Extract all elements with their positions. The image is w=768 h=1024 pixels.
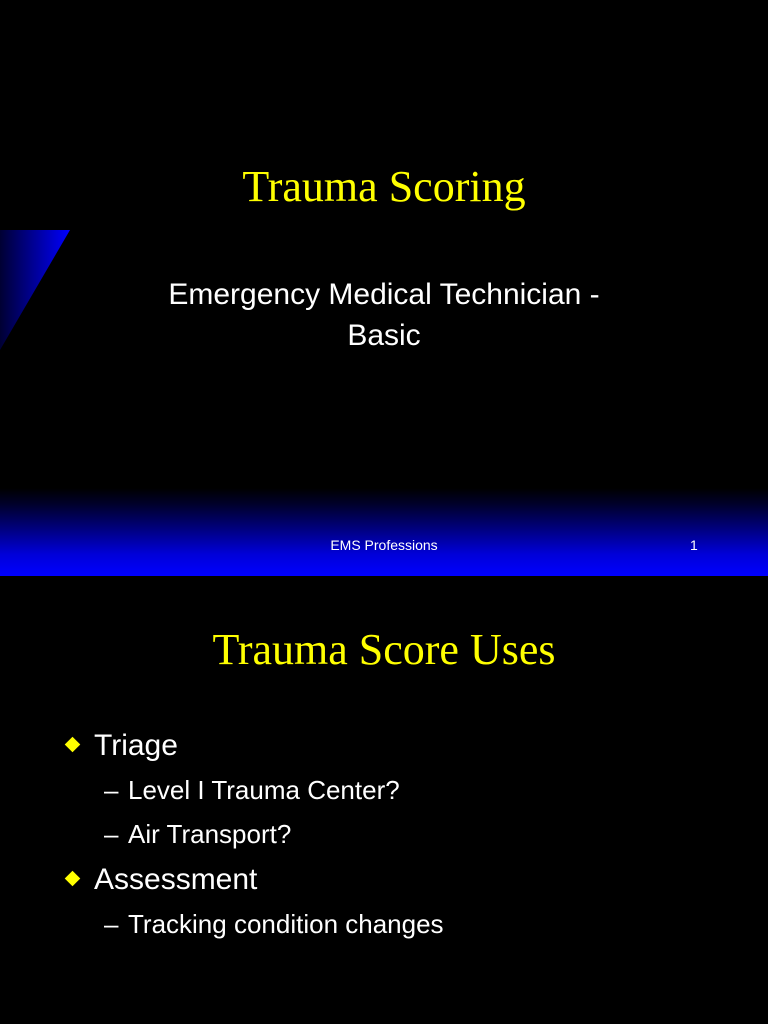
list-item (0, 902, 768, 946)
dash-icon: – (104, 775, 119, 805)
sub-bullet-list (0, 768, 768, 856)
diamond-bullet-icon (65, 737, 81, 753)
slide-title: Trauma Scoring (242, 162, 526, 211)
sub-bullet-label: Air Transport? (128, 819, 292, 849)
subtitle-line-2: Basic (347, 319, 421, 352)
list-item (0, 812, 768, 856)
list-item (0, 768, 768, 812)
sub-bullet-list (0, 902, 768, 946)
bullet-list (0, 724, 768, 948)
list-item (0, 724, 768, 768)
list-item (0, 858, 768, 902)
bullet-label: Assessment (94, 863, 258, 896)
slide-title: Trauma Score Uses (212, 625, 556, 674)
subtitle-line-1: Emergency Medical Technician - (168, 278, 600, 311)
sub-list-container (0, 768, 768, 856)
page-number: 1 (690, 537, 698, 553)
slide-2 (0, 576, 768, 1024)
slide-subtitle (0, 274, 768, 356)
blue-gradient-footer-band (0, 488, 768, 576)
sub-bullet-label: Level I Trauma Center? (128, 775, 400, 805)
sub-bullet-label: Tracking condition changes (128, 909, 444, 939)
diamond-bullet-icon (65, 871, 81, 887)
dash-icon: – (104, 909, 119, 939)
footer-text: EMS Professions (330, 537, 438, 553)
bullet-label: Triage (94, 729, 178, 762)
sub-list-container (0, 902, 768, 946)
dash-icon: – (104, 819, 119, 849)
